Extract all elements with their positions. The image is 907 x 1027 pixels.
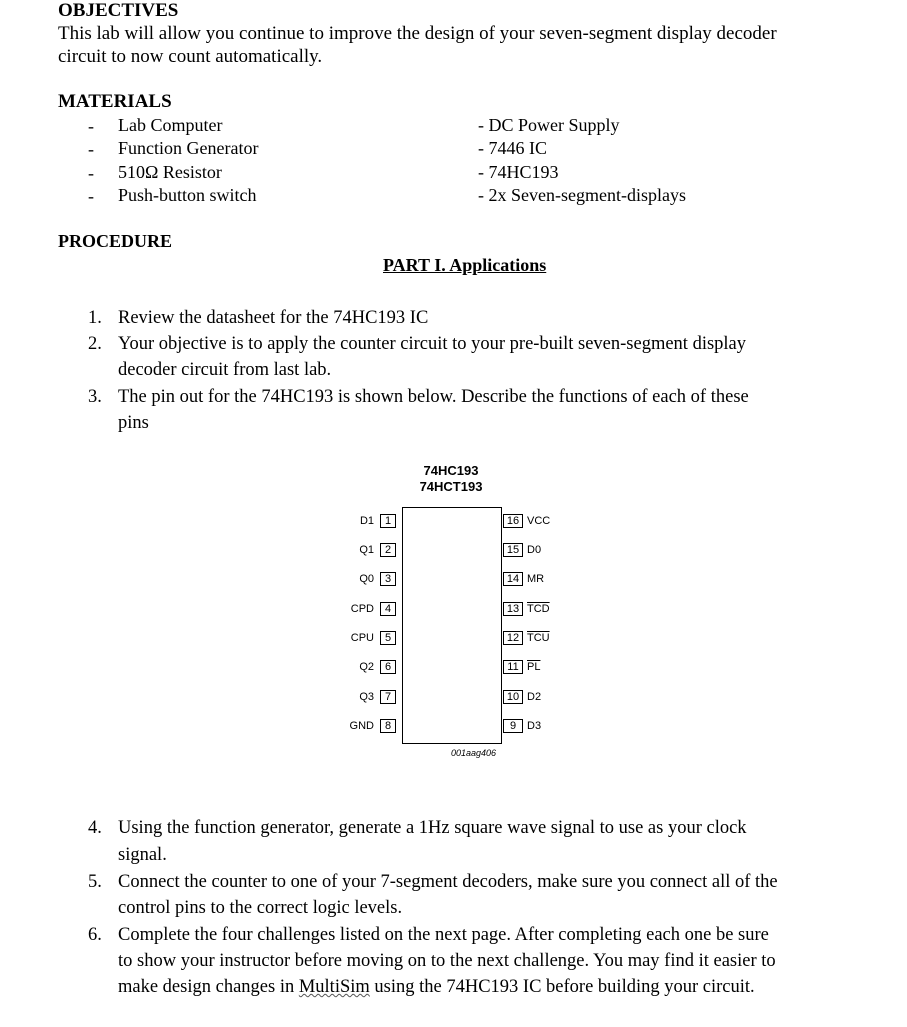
- step-text: Connect the counter to one of your 7-segment decoders, make sure you connect all of the: [118, 872, 778, 892]
- pin-number: 7: [380, 690, 396, 704]
- objectives-line-2: circuit to now count automatically.: [58, 46, 323, 67]
- step-text: Review the datasheet for the 74HC193 IC: [118, 308, 429, 328]
- materials-bullet: -: [88, 186, 94, 206]
- materials-bullet: -: [88, 139, 94, 159]
- pin-number: 12: [503, 631, 523, 645]
- pin-number: 9: [503, 719, 523, 733]
- chip-body: [402, 507, 502, 744]
- pin-number: 6: [380, 660, 396, 674]
- pin-label: $\overline{TCD}$: [527, 603, 550, 615]
- materials-bullet: -: [88, 163, 94, 183]
- step-text: Using the function generator, generate a 1Hz square wave signal to use as your clock: [118, 818, 747, 838]
- materials-right-item: - 74HC193: [478, 162, 559, 182]
- pin-number: 15: [503, 543, 523, 557]
- pin-label: CPU: [350, 632, 374, 644]
- step-number: 5.: [88, 872, 102, 892]
- objectives-heading: OBJECTIVES: [58, 0, 179, 21]
- procedure-heading: PROCEDURE: [58, 231, 173, 251]
- step-text-part: using the 74HC193 IC before building your circuit.: [369, 977, 755, 997]
- pin-label: VCC: [527, 515, 551, 527]
- pin-label: MR: [527, 573, 545, 585]
- step-text: to show your instructor before moving on to the next challenge. You may find it easier to: [118, 951, 776, 971]
- pin-label: D3: [527, 720, 542, 732]
- pin-number: 1: [380, 514, 396, 528]
- materials-heading: MATERIALS: [58, 91, 172, 112]
- pin-number: 14: [503, 572, 523, 586]
- pin-label: GND: [349, 720, 374, 732]
- step-number: 4.: [88, 818, 102, 838]
- pin-number: 16: [503, 514, 523, 528]
- pin-number: 8: [380, 719, 396, 733]
- step-text: pins: [118, 413, 149, 433]
- pin-number: 2: [380, 543, 396, 557]
- pin-number: 5: [380, 631, 396, 645]
- materials-bullet: -: [88, 116, 94, 136]
- pin-label: CPD: [350, 603, 374, 615]
- materials-right-item: - 2x Seven-segment-displays: [478, 185, 686, 205]
- pin-label: Q3: [359, 691, 374, 703]
- materials-left-item: Lab Computer: [118, 115, 223, 135]
- pin-number: 13: [503, 602, 523, 616]
- materials-right-item: - 7446 IC: [478, 138, 547, 158]
- pin-number: 11: [503, 660, 523, 674]
- pin-number: 10: [503, 690, 523, 704]
- step-text: Your objective is to apply the counter circuit to your pre-built seven-segment display: [118, 334, 747, 354]
- diagram-caption: 001aag406: [451, 748, 497, 758]
- pin-number: 3: [380, 572, 396, 586]
- pin-label: D2: [527, 691, 542, 703]
- pin-label: $\overline{PL}$: [527, 661, 541, 673]
- step-text: The pin out for the 74HC193 is shown below. Describe the functions of each of these: [118, 387, 749, 407]
- pin-label: $\overline{TCU}$: [527, 632, 550, 644]
- pin-number: 4: [380, 602, 396, 616]
- step-number: 1.: [88, 308, 102, 328]
- pin-label: D0: [527, 544, 542, 556]
- step-text: signal.: [118, 845, 167, 865]
- pin-label: D1: [359, 515, 374, 527]
- pin-label: Q2: [359, 661, 374, 673]
- step-text-part: make design changes in: [118, 977, 299, 997]
- pin-label: Q1: [359, 544, 374, 556]
- step-number: 3.: [88, 387, 102, 407]
- materials-left-item: 510Ω Resistor: [118, 162, 222, 182]
- step-text: [118, 977, 755, 998]
- step-text: Complete the four challenges listed on the next page. After completing each one be sure: [118, 925, 769, 945]
- step-number: 2.: [88, 334, 102, 354]
- materials-right-item: - DC Power Supply: [478, 115, 620, 135]
- step-text: decoder circuit from last lab.: [118, 360, 332, 380]
- chip-title: 74HC193: [423, 463, 479, 478]
- pin-label: Q0: [359, 573, 374, 585]
- materials-left-item: Function Generator: [118, 138, 259, 158]
- materials-left-item: Push-button switch: [118, 185, 257, 205]
- step-text: control pins to the correct logic levels.: [118, 898, 403, 918]
- objectives-line-1: This lab will allow you continue to improve the design of your seven-segment display decoder: [58, 23, 777, 44]
- step-number: 6.: [88, 925, 102, 945]
- chip-subtitle: 74HCT193: [419, 479, 483, 494]
- multisim-word: MultiSim: [298, 977, 370, 997]
- part-title: PART I. Applications: [383, 255, 547, 275]
